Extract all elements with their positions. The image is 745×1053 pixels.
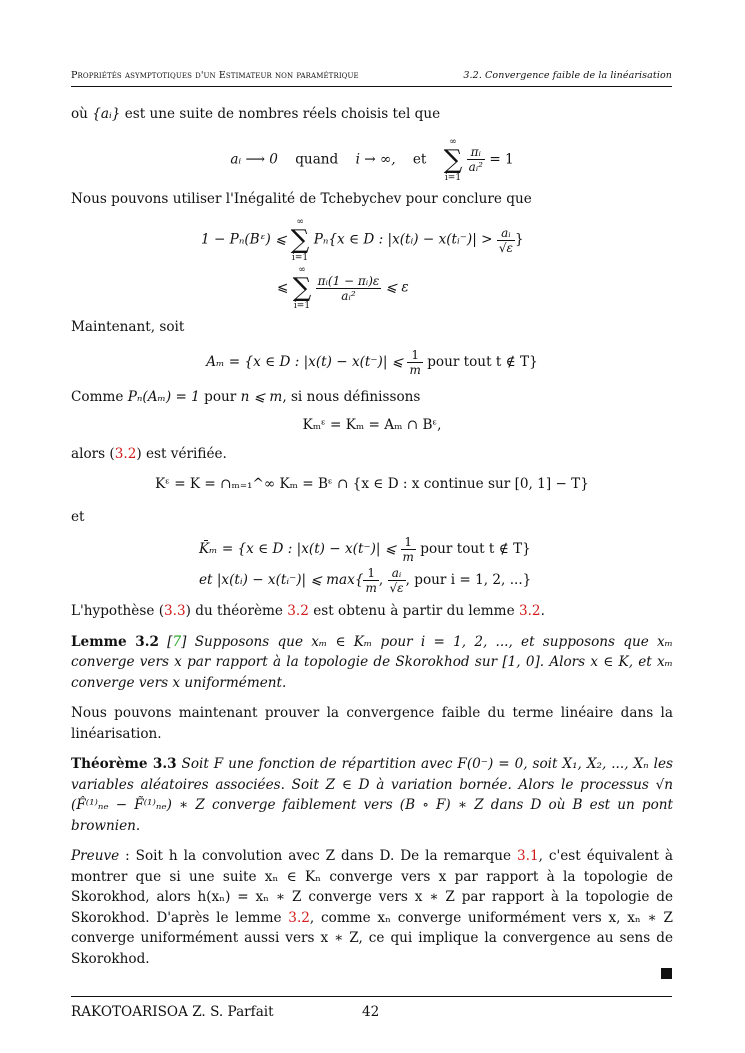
running-header: [71, 70, 672, 81]
ref-link[interactable]: 3.2: [288, 909, 310, 926]
proof-label: Preuve: [71, 848, 120, 864]
paragraph-3: Maintenant, soit: [71, 319, 185, 335]
paragraph-6: et: [71, 508, 85, 525]
equation-6: K̄ₘ = {x ∈ D : |x(t) − x(t⁻)| ⩽ $\frac{1}{m}$ pour tout t ∉ T} et |x(tᵢ) − x(tᵢ⁻)| ⩽ max{ $\frac{1}{m}$ , $\frac{\text{aᵢ}}{√\varepsilon}$ , pour i = 1, 2, ...}: [199, 535, 532, 595]
header-right: 3.2. Convergence faible de la linéarisation: [463, 70, 672, 81]
paragraph-5: alors (3.2) est vérifiée.: [71, 445, 227, 462]
equation-5: Kᵋ = K = ∩ₘ₌₁^∞ Kₘ = Bᵋ ∩ {x ∈ D : x continue sur [0, 1] − T}: [155, 476, 589, 492]
lemma-label: Lemme 3.2: [71, 633, 159, 650]
footer-author: RAKOTOARISOA Z. S. Parfait: [71, 1004, 274, 1020]
equation-2: 1 − Pₙ(Bᵋ) ⩽ ∞ ∑ i=1 Pₙ{x ∈ D : |x(tᵢ) − x(tᵢ⁻)| > $\frac{\text{aᵢ}}{√\varepsilon}$ } ⩽ ∞ ∑ i=1 $\frac{\text{πᵢ(1 − πᵢ)ε}}{\text{aᵢ²}}$ ⩽ ε: [201, 217, 524, 311]
theorem-block: Théorème 3.3 Soit F une fonction de répartition avec F(0⁻) = 0, soit X₁, X₂, ..., Xₙ les variables aléatoires associées. Soit Z ∈ D à variation bornée. Alors le processus √n (F̂⁽¹⁾ₙₑ − F̃⁽¹⁾ₙₑ) ∗ Z converge faiblement vers (B ∘ F) ∗ Z dans D où B est un pont brownien.: [71, 756, 673, 834]
lemma-block: Lemme 3.2 [7] Supposons que xₘ ∈ Kₘ pour i = 1, 2, ..., et supposons que xₘ converge vers x par rapport à la topologie de Skorokhod sur [1, 0]. Alors x ∈ K, et xₘ converge vers x uniformément.: [71, 633, 673, 691]
paragraph-4: Comme Pₙ(Aₘ) = 1 pour n ⩽ m, si nous définissons: [71, 388, 421, 405]
footer-rule: [71, 996, 672, 997]
ref-link[interactable]: 3.2: [114, 445, 137, 462]
equation-4: Kₘᵋ = Kₘ = Aₘ ∩ Bᵋ,: [302, 417, 442, 433]
citation-link[interactable]: 7: [172, 633, 182, 650]
ref-link[interactable]: 3.1: [517, 848, 539, 864]
sum-symbol: ∞ ∑ i=1: [443, 136, 463, 183]
paragraph-7: L'hypothèse (3.3) du théorème 3.2 est obtenu à partir du lemme 3.2.: [71, 603, 545, 619]
header-left: Propriétés asymptotiques d'un Estimateur non paramétrique: [71, 70, 359, 81]
paragraph-1: où {aᵢ} est une suite de nombres réels choisis tel que: [71, 106, 441, 122]
fraction: $\frac{\text{πᵢ}}{\text{aᵢ²}}$: [468, 145, 483, 174]
ref-link[interactable]: 3.2: [518, 603, 541, 619]
ref-link[interactable]: 3.2: [287, 603, 309, 619]
proof-block: Preuve : Soit h la convolution avec Z dans D. De la remarque 3.1, c'est équivalent à montrer que si une suite xₙ ∈ Kₙ converge vers x par rapport à la topologie de Skorokhod, alors h(xₙ) = xₙ ∗ Z converge vers x ∗ Z par rapport à la topologie de Skorokhod. D'après le lemme 3.2, comme xₙ converge uniformément vers x, xₙ ∗ Z converge uniformément aussi vers x ∗ Z, ce qui implique la convergence au sens de Skorokhod.: [71, 848, 673, 967]
main-text: [71, 104, 673, 969]
theorem-label: Théorème 3.3: [71, 756, 177, 772]
page-number: 42: [362, 1004, 380, 1020]
paragraph-2: Nous pouvons utiliser l'Inégalité de Tchebychev pour conclure que: [71, 190, 532, 207]
header-rule: [71, 86, 672, 87]
equation-3: Aₘ = {x ∈ D : |x(t) − x(t⁻)| ⩽ $\frac{1}{m}$ pour tout t ∉ T}: [206, 347, 538, 377]
paragraph-8: Nous pouvons maintenant prouver la convergence faible du terme linéaire dans la linéarisation.: [71, 705, 673, 742]
ref-link[interactable]: 3.3: [164, 603, 186, 619]
equation-1: aᵢ ⟶ 0 quand i → ∞, et ∞ ∑ i=1 $\frac{\text{πᵢ}}{\text{aᵢ²}}$ = 1: [230, 136, 514, 183]
qed-square: [661, 968, 672, 979]
